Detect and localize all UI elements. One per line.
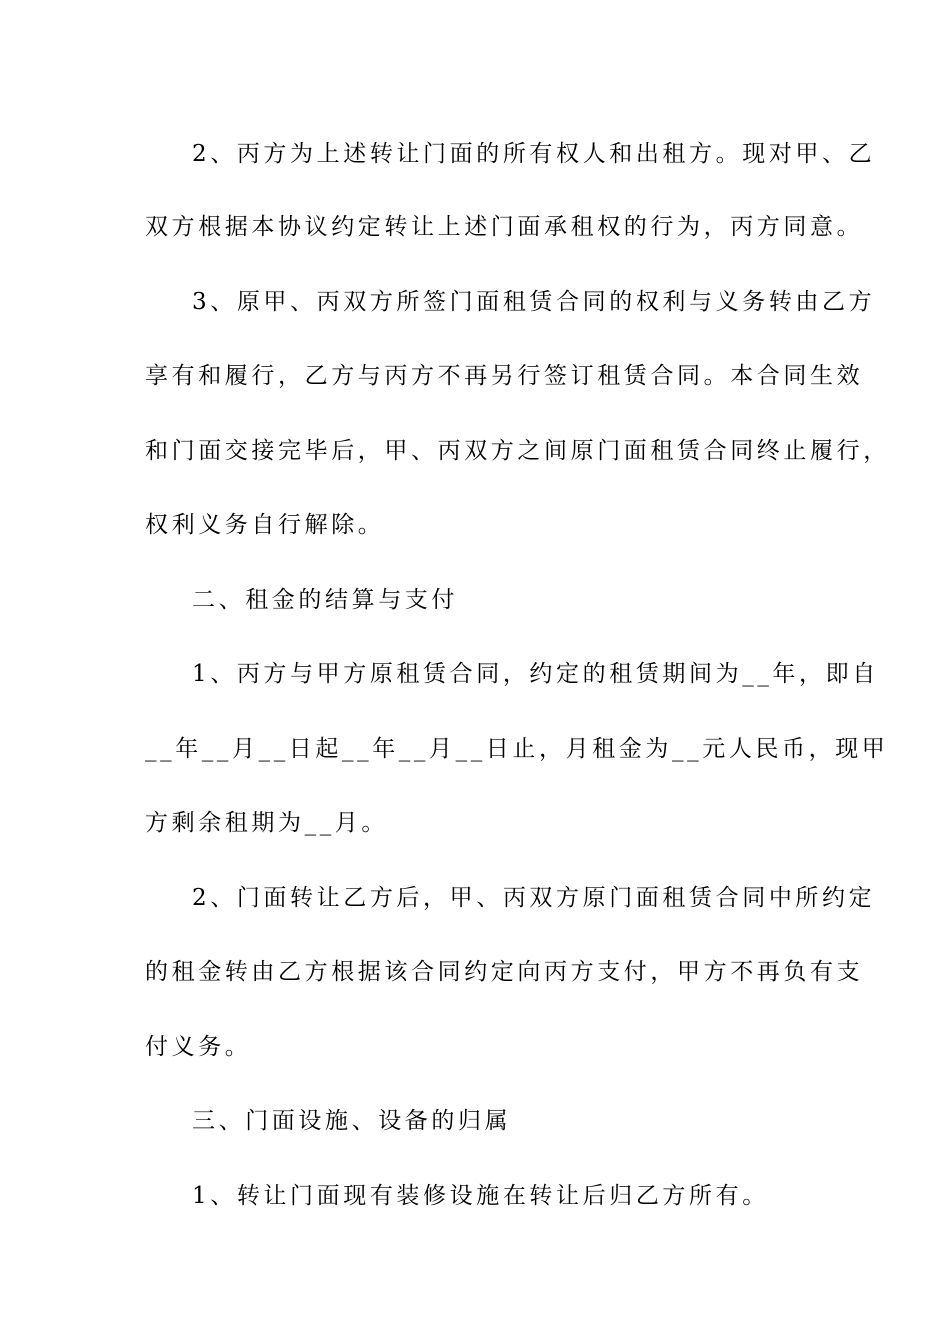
rent-paragraph-1-line-1: 1、丙方与甲方原租赁合同，约定的租赁期间为__年，即自 bbox=[192, 661, 879, 687]
facilities-paragraph-1-line-1: 1、转让门面现有装修设施在转让后归乙方所有。 bbox=[192, 1183, 769, 1209]
section-heading-rent: 二、租金的结算与支付 bbox=[192, 587, 458, 613]
rent-paragraph-2-line-1: 2、门面转让乙方后，甲、丙双方原门面租赁合同中所约定 bbox=[192, 885, 876, 911]
paragraph-3-line-4: 权利义务自行解除。 bbox=[145, 512, 385, 538]
rent-paragraph-1-line-2: __年__月__日起__年__月__日止，月租金为__元人民币，现甲 bbox=[145, 736, 889, 762]
paragraph-3-line-1: 3、原甲、丙双方所签门面租赁合同的权利与义务转由乙方 bbox=[192, 289, 876, 315]
paragraph-3-line-2: 享有和履行，乙方与丙方不再另行签订租赁合同。本合同生效 bbox=[145, 363, 864, 389]
section-heading-facilities: 三、门面设施、设备的归属 bbox=[192, 1108, 512, 1134]
rent-paragraph-2-line-3: 付义务。 bbox=[145, 1034, 252, 1060]
rent-paragraph-2-line-2: 的租金转由乙方根据该合同约定向丙方支付，甲方不再负有支 bbox=[145, 959, 864, 985]
paragraph-2-line-2: 双方根据本协议约定转让上述门面承租权的行为，丙方同意。 bbox=[145, 214, 864, 240]
paragraph-2-line-1: 2、丙方为上述转让门面的所有权人和出租方。现对甲、乙 bbox=[192, 141, 876, 167]
paragraph-3-line-3: 和门面交接完毕后，甲、丙双方之间原门面租赁合同终止履行， bbox=[145, 438, 890, 464]
rent-paragraph-1-line-3: 方剩余租期为__月。 bbox=[145, 810, 388, 836]
